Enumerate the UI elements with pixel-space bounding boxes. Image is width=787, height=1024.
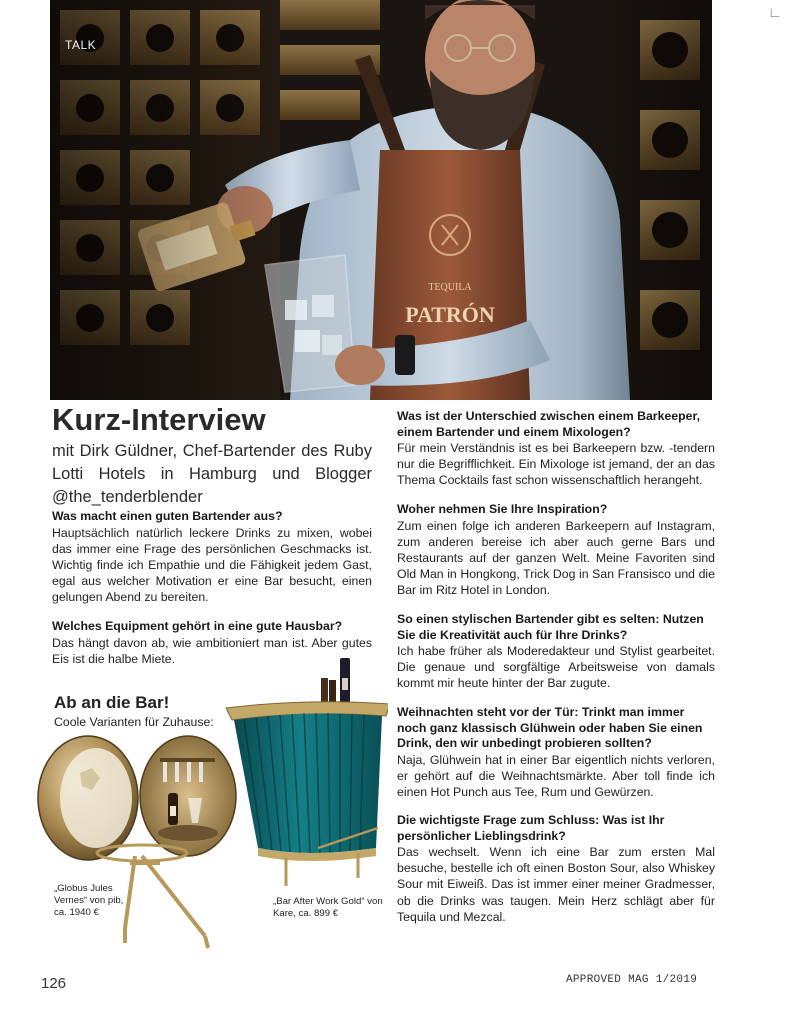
bar-feature-title: Ab an die Bar! [54,693,170,712]
answer: Hauptsächlich natürlich leckere Drinks zu mixen, wobei das immer eine Frage des persönlichen Geschmacks ist. Wichtig finde ich Empathie und die Fähigkeit jedem Gast, egal aus welcher Motivation er eine Bar besucht, einen gelungen Abend zu bereiten. [52,525,372,605]
qa-block-4 [397,502,715,599]
answer: Ich habe früher als Moderedakteur und Stylist gearbeitet. Die genaue und sorgfältige Arbeitsweise von damals kommt mir heute hinter der Bar zugute. [397,644,715,691]
bar-cabinet-image [218,648,388,893]
answer: Das hängt davon ab, wie ambitioniert man ist. Aber gutes Eis ist die halbe Miete. [52,635,372,666]
article-title: Kurz-Interview [52,402,266,437]
qa-block-7 [397,813,715,925]
bar-feature-subtitle: Coole Varianten für Zuhause: [54,715,214,729]
answer: Für mein Verständnis ist es bei Barkeepern bzw. -tendern nur die Begrifflichkeit. Ein Mixologe ist jemand, der an das Thema Cocktails fast schon wissenschaftlich herangeht. [397,441,715,488]
bar-cabinet-caption: „Bar After Work Gold“ von Kare, ca. 899 € [273,896,383,919]
qa-block-5 [397,612,715,692]
globe-bar-caption: „Globus Jules Vernes“ von pib, ca. 1940 € [54,883,124,918]
globe-bar-image [30,728,245,953]
question: Was macht einen guten Bartender aus? [52,509,283,523]
question: Welches Equipment gehört in eine gute Hausbar? [52,619,343,633]
answer: Naja, Glühwein hat in einer Bar eigentlich nichts verloren, er gehört auf die Weihnachtsmärkte. Aber toll finde ich einen Hot Punch aus Tee, Rum und Gewürzen. [397,752,715,799]
question: Woher nehmen Sie Ihre Inspiration? [397,502,608,516]
qa-block-3 [397,409,715,489]
qa-block-6 [397,705,715,800]
corner-mark: ∟ [768,4,782,20]
article-subtitle: mit Dirk Güldner, Chef-Bartender des Ruby Lotti Hotels in Hamburg und Blogger @the_tenderblender [52,442,372,506]
answer: Zum einen folge ich anderen Barkeepern auf Instagram, zum anderen bereise ich aber auch gerne Bars und Restaurants auf der ganzen Welt. Meine Favoriten sind Old Man in Hongkong, Trick Dog in San Fransisco und die Bar im Ritz Hotel in London. [397,518,715,598]
hero-photo [50,0,712,400]
answer: Das wechselt. Wenn ich eine Bar zum ersten Mal besuche, bestelle ich oft einen Boston Sour, also Whiskey Sour mit Eiweiß. Das ist immer einer meiner Gradmesser, ob die Drinks was taugen. Mein Herz schlägt aber für Tequila und Mezcal. [397,845,715,924]
page-number: 126 [41,975,67,992]
question: Die wichtigste Frage zum Schluss: Was ist Ihr persönlicher Lieblingsdrink? [397,813,665,843]
question: Weihnachten steht vor der Tür: Trinkt man immer noch ganz klassisch Glühwein oder haben Sie einen Drink, den wir unbedingt probieren sollten? [397,705,703,750]
bartender-illustration [50,0,712,400]
section-tag: TALK [65,38,97,52]
question: Was ist der Unterschied zwischen einem Barkeeper, einem Bartender und einem Mixologen? [397,409,700,439]
magazine-footer: APPROVED MAG 1/2019 [566,974,698,986]
question: So einen stylischen Bartender gibt es selten: Nutzen Sie die Kreativität auch für Ihre Drinks? [397,612,704,642]
qa-block-1 [52,509,372,606]
